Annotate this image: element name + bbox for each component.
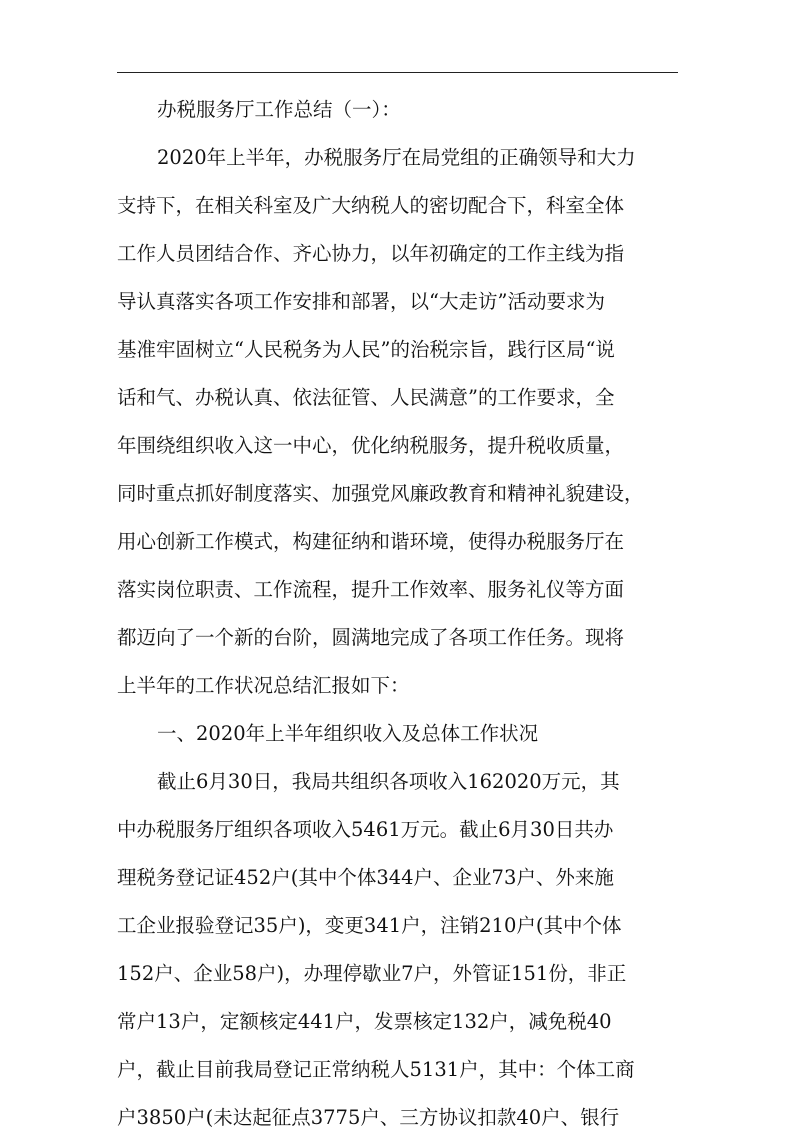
paragraph-line: 截止6月30日，我局共组织各项收入162020万元，其 — [157, 770, 620, 793]
paragraph-line: 落实岗位职责、工作流程，提升工作效率、服务礼仪等方面 — [117, 578, 625, 601]
paragraph-line: 户，截止目前我局登记正常纳税人5131户，其中：个体工商 — [117, 1058, 635, 1081]
paragraph-line: 工作人员团结合作、齐心协力，以年初确定的工作主线为指 — [117, 242, 625, 265]
section-title: 办税服务厅工作总结（一）： — [157, 98, 401, 121]
paragraph-line: 户3850户(未达起征点3775户、三方协议扣款40户、银行 — [117, 1106, 620, 1129]
paragraph-line: 支持下，在相关科室及广大纳税人的密切配合下，科室全体 — [117, 194, 625, 217]
section-heading: 一、2020年上半年组织收入及总体工作状况 — [157, 722, 539, 745]
paragraph-line: 基准牢固树立“人民税务为人民”的治税宗旨，践行区局“说 — [117, 338, 615, 361]
paragraph-line: 同时重点抓好制度落实、加强党风廉政教育和精神礼貌建设， — [117, 482, 644, 505]
paragraph-line: 2020年上半年，办税服务厅在局党组的正确领导和大力 — [157, 146, 636, 169]
paragraph-line: 理税务登记证452户(其中个体344户、企业73户、外来施 — [117, 866, 614, 889]
paragraph-line: 152户、企业58户)，办理停歇业7户，外管证151份，非正 — [117, 962, 627, 985]
header-rule — [117, 72, 678, 73]
document-body — [117, 86, 678, 1142]
paragraph-line: 上半年的工作状况总结汇报如下： — [117, 674, 410, 697]
paragraph-line: 用心创新工作模式，构建征纳和谐环境，使得办税服务厅在 — [117, 530, 625, 553]
paragraph-line: 工企业报验登记35户)，变更341户，注销210户(其中个体 — [117, 914, 622, 937]
paragraph-line: 中办税服务厅组织各项收入5461万元。截止6月30日共办 — [117, 818, 614, 841]
paragraph-line: 常户13户，定额核定441户，发票核定132户，减免税40 — [117, 1010, 612, 1033]
paragraph-line: 导认真落实各项工作安排和部署，以“大走访”活动要求为 — [117, 290, 605, 313]
paragraph-line: 年围绕组织收入这一中心，优化纳税服务，提升税收质量， — [117, 434, 625, 457]
paragraph-line: 都迈向了一个新的台阶，圆满地完成了各项工作任务。现将 — [117, 626, 625, 649]
paragraph-line: 话和气、办税认真、依法征管、人民满意”的工作要求，全 — [117, 386, 615, 409]
